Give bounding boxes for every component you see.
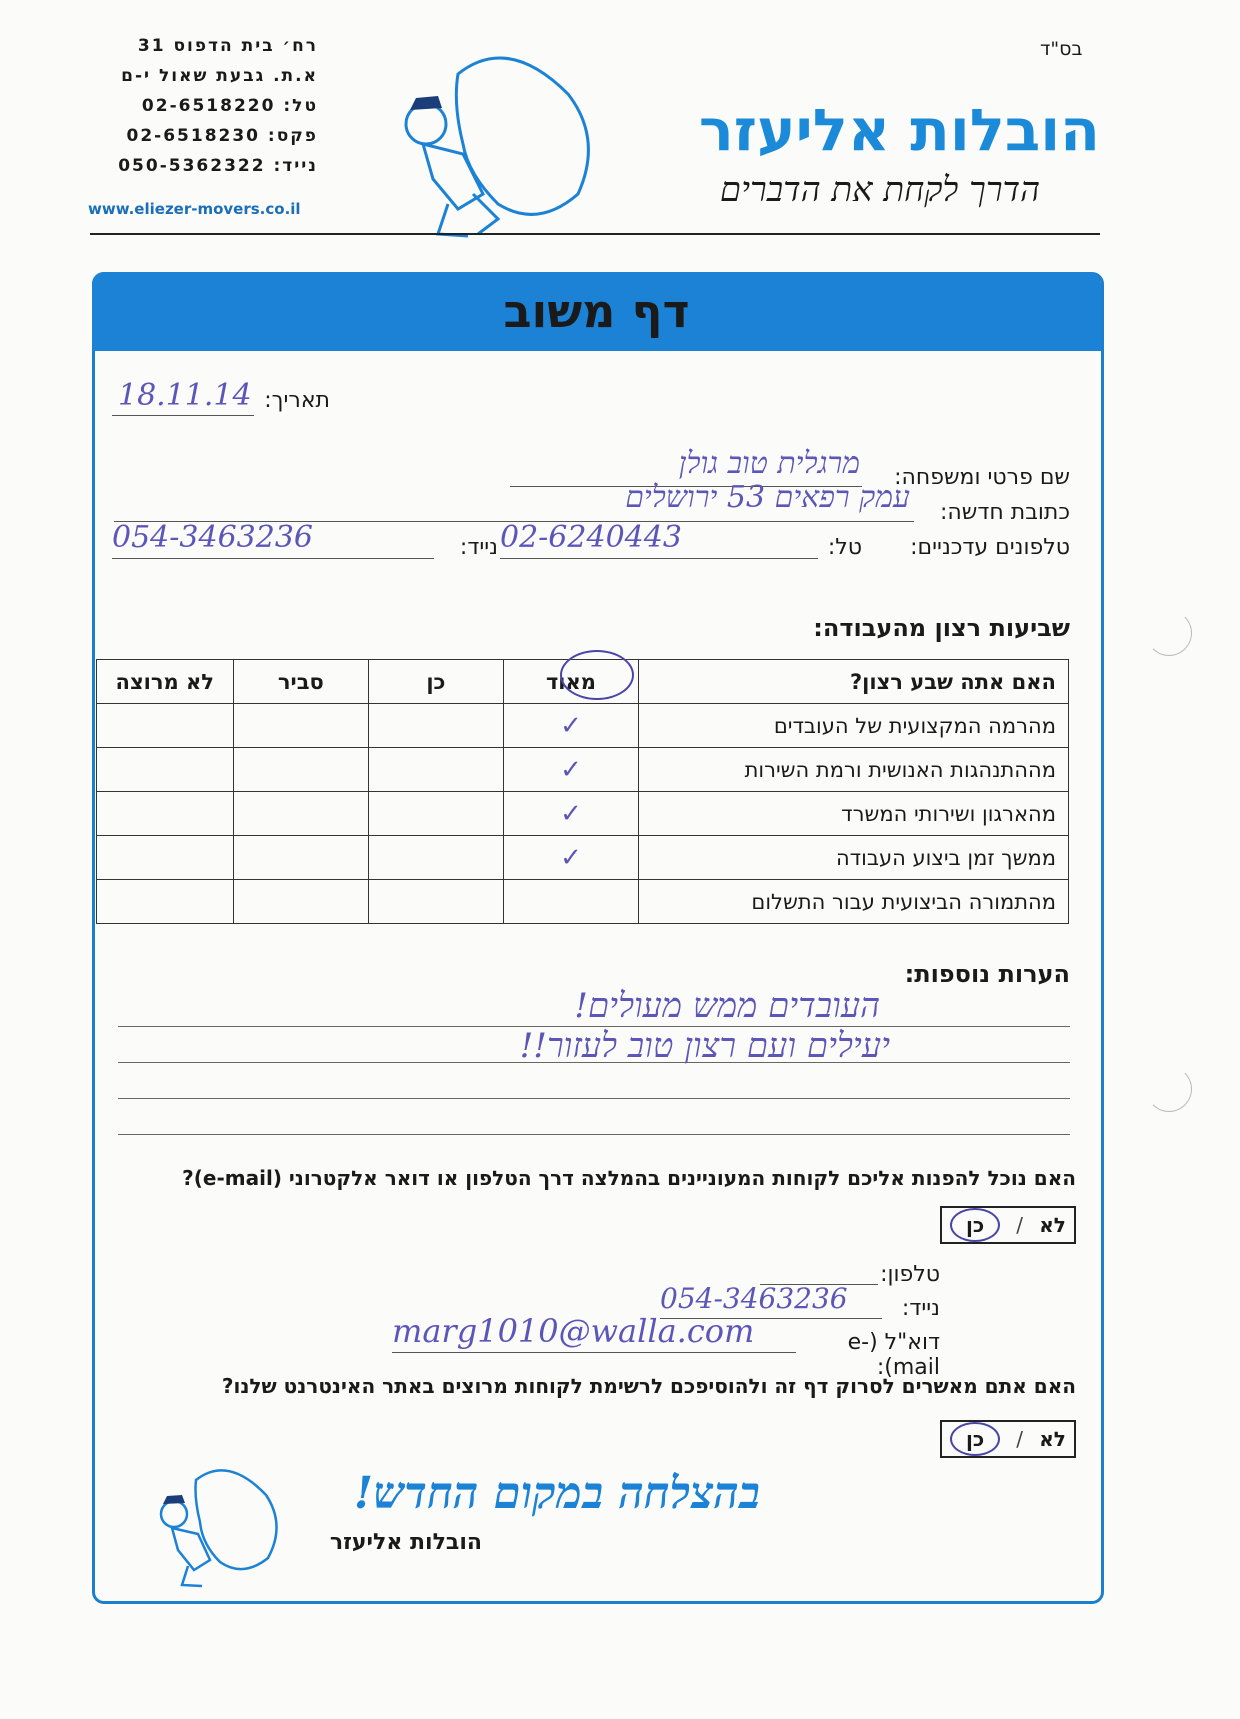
referral-mobile-label: נייד: <box>901 1296 940 1321</box>
rating-cell[interactable] <box>233 792 369 836</box>
mobile-label: נייד: <box>459 535 498 560</box>
notes-heading: הערות נוספות: <box>904 960 1070 988</box>
satisfaction-table <box>96 659 1069 924</box>
checkmark-icon[interactable]: ✓ <box>503 748 639 792</box>
referral-email-value[interactable]: marg1010@walla.com <box>392 1312 755 1350</box>
table-header: סביר <box>233 660 369 704</box>
rating-cell[interactable] <box>369 704 503 748</box>
form-title: דף משוב <box>503 284 690 338</box>
checkmark-icon[interactable]: ✓ <box>503 704 639 748</box>
referral-yes-option[interactable]: כן <box>950 1208 1000 1242</box>
referral-mobile-value[interactable]: 054-3463236 <box>660 1282 848 1315</box>
contact-phone: טל: 02-6518220 <box>141 96 318 116</box>
table-header: האם אתה שבע רצון? <box>639 660 1069 704</box>
checkmark-icon[interactable]: ✓ <box>503 836 639 880</box>
table-row <box>97 704 1069 748</box>
tel-label: טל: <box>827 535 862 560</box>
farewell-message: בהצלחה במקום החדש! <box>353 1468 760 1519</box>
header-divider <box>90 233 1100 235</box>
mobile-underline <box>112 558 434 559</box>
date-label: תאריך: <box>264 388 330 413</box>
table-header: מאוד <box>503 660 639 704</box>
rating-cell[interactable] <box>97 704 234 748</box>
option-separator: / <box>1016 1427 1024 1451</box>
rating-cell[interactable] <box>233 880 369 924</box>
address-value[interactable]: עמק רפאים 53 ירושלים <box>625 480 910 515</box>
rating-cell[interactable] <box>233 704 369 748</box>
rating-cell[interactable] <box>233 836 369 880</box>
tel-underline <box>500 558 818 559</box>
punch-hole <box>1146 1066 1192 1112</box>
table-row <box>97 748 1069 792</box>
mover-mascot-icon <box>148 1460 288 1590</box>
tel-value[interactable]: 02-6240443 <box>500 520 682 555</box>
contact-mobile: נייד: 050-5362322 <box>118 156 318 176</box>
notes-line <box>118 1134 1070 1135</box>
table-header: כן <box>369 660 503 704</box>
referral-phone-label: טלפון: <box>880 1262 940 1287</box>
rating-cell[interactable] <box>97 880 234 924</box>
website-link[interactable]: www.eliezer-movers.co.il <box>88 200 301 218</box>
notes-text-line2[interactable]: יעילים ועם רצון טוב לעזור!! <box>519 1026 890 1066</box>
contact-street: רח׳ בית הדפוס 31 <box>137 36 318 56</box>
consent-question: האם אתם מאשרים לסרוק דף זה ולהוסיפכם לרשימת לקוחות מרוצים באתר האינטרנט שלנו? <box>221 1374 1076 1398</box>
mover-mascot-icon <box>388 44 628 244</box>
selected-column-circle <box>560 650 634 700</box>
company-name: הובלות אליעזר <box>698 96 1100 164</box>
referral-yes-no-box[interactable] <box>940 1206 1076 1244</box>
table-row <box>97 792 1069 836</box>
rating-cell[interactable] <box>369 836 503 880</box>
checkmark-icon[interactable]: ✓ <box>503 792 639 836</box>
referral-email-label: דוא"ל (e-mail): <box>847 1330 940 1380</box>
notes-line <box>118 1098 1070 1099</box>
satisfaction-heading: שביעות רצון מהעבודה: <box>813 614 1070 642</box>
row-question: ממשך זמן ביצוע העבודה <box>639 836 1069 880</box>
row-question: מהארגון ושירותי המשרד <box>639 792 1069 836</box>
rating-cell[interactable] <box>97 792 234 836</box>
rating-cell[interactable] <box>97 836 234 880</box>
rating-cell[interactable] <box>503 880 639 924</box>
table-row <box>97 880 1069 924</box>
name-value[interactable]: מרגלית טוב גולן <box>678 446 860 481</box>
punch-hole <box>1146 610 1192 656</box>
contact-fax: פקס: 02-6518230 <box>126 126 318 146</box>
referral-email-underline <box>392 1352 796 1353</box>
row-question: מההתנהגות האנושית ורמת השירות <box>639 748 1069 792</box>
rating-cell[interactable] <box>369 748 503 792</box>
footer-company-name: הובלות אליעזר <box>329 1530 482 1555</box>
contact-area: א.ת. גבעת שאול י-ם <box>121 66 318 86</box>
rating-cell[interactable] <box>97 748 234 792</box>
consent-no-option[interactable]: לא <box>1039 1427 1066 1451</box>
address-label: כתובת חדשה: <box>939 500 1070 525</box>
rating-cell[interactable] <box>233 748 369 792</box>
rating-cell[interactable] <box>369 880 503 924</box>
name-label: שם פרטי ומשפחה: <box>894 465 1070 490</box>
phones-label: טלפונים עדכניים: <box>910 535 1070 560</box>
referral-question: האם נוכל להפנות אליכם לקוחות המעוניינים בהמלצה דרך הטלפון או דואר אלקטרוני (e-mail)? <box>182 1166 1076 1190</box>
rating-cell[interactable] <box>369 792 503 836</box>
consent-yes-option[interactable]: כן <box>950 1422 1000 1456</box>
row-question: מהרמה המקצועית של העובדים <box>639 704 1069 748</box>
mobile-value[interactable]: 054-3463236 <box>112 520 314 555</box>
row-question: מהתמורה הביצועית עבור התשלום <box>639 880 1069 924</box>
option-separator: / <box>1016 1213 1024 1237</box>
notes-text-line1[interactable]: העובדים ממש מעולים! <box>574 986 880 1026</box>
referral-no-option[interactable]: לא <box>1039 1213 1066 1237</box>
date-value[interactable]: 18.11.14 <box>118 378 252 413</box>
date-underline <box>112 415 254 416</box>
table-header: לא מרוצה <box>97 660 234 704</box>
company-slogan: הדרך לקחת את הדברים <box>719 170 1040 210</box>
table-row <box>97 836 1069 880</box>
consent-yes-no-box[interactable] <box>940 1420 1076 1458</box>
bsd-mark: בס"ד <box>1040 38 1083 60</box>
